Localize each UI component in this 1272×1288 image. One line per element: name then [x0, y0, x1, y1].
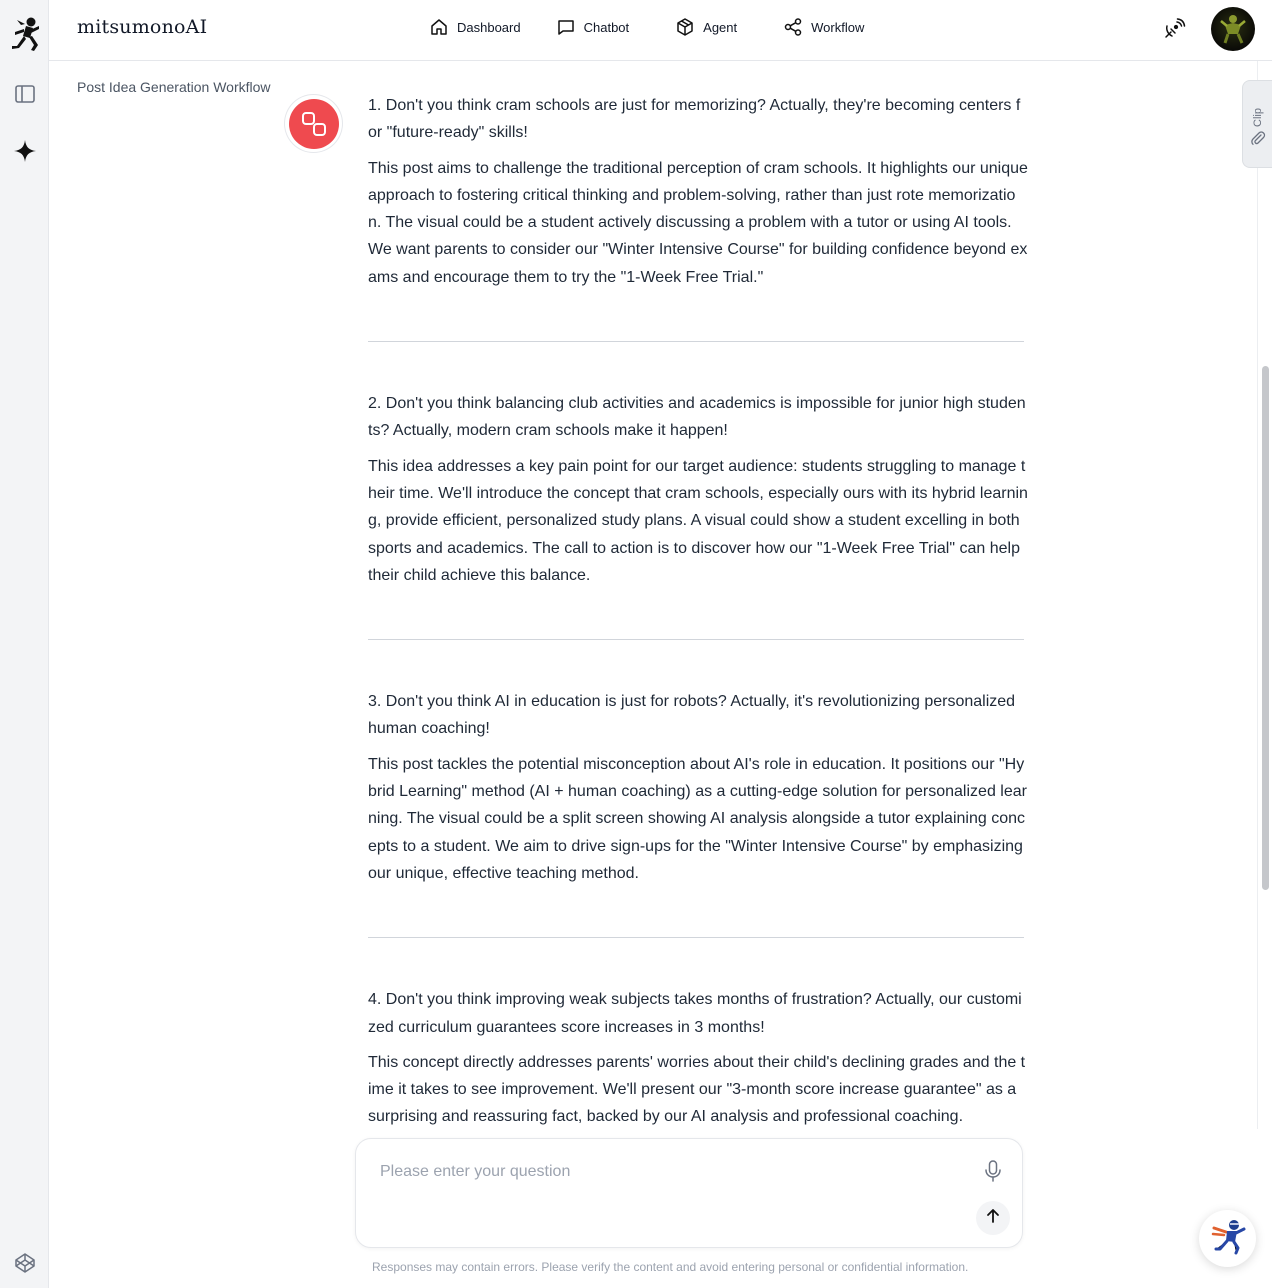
divider: [368, 341, 1024, 342]
clip-tab[interactable]: [1242, 80, 1272, 168]
sparkle-icon[interactable]: [12, 138, 38, 164]
nav-workflow-label: Workflow: [811, 19, 865, 35]
idea-body: This post aims to challenge the traditional perception of cram schools. It highlights our unique approach to fostering critical thinking and problem-solving, rather than just rote memorization. The visual could be a student actively discussing a problem with a tutor or using AI tools. We want parents to consider our "Winter Intensive Course" for building confidence beyond exams and encourage them to try the "1-Week Free Trial.": [368, 159, 1028, 286]
brand-name[interactable]: mitsumonoAI: [77, 16, 208, 38]
disclaimer-text: Responses may contain errors. Please verify the content and avoid entering personal or confidential information.: [372, 1260, 969, 1274]
idea-item: [368, 986, 1028, 1129]
scrollbar-thumb[interactable]: [1262, 366, 1269, 890]
broadcast-icon[interactable]: [1162, 17, 1186, 41]
idea-title: 4. Don't you think improving weak subjects takes months of frustration? Actually, our customized curriculum guarantees score increases in 3 months!: [368, 991, 1022, 1036]
cube-icon: [675, 17, 695, 37]
idea-title: 3. Don't you think AI in education is just for robots? Actually, it's revolutionizing personalized human coaching!: [368, 693, 1016, 738]
idea-item: [368, 390, 1028, 640]
send-button[interactable]: [976, 1201, 1010, 1235]
ninja-mascot-icon: [1208, 1216, 1248, 1261]
share-nodes-icon: [783, 17, 803, 37]
idea-body: This post tackles the potential misconception about AI's role in education. It positions our "Hybrid Learning" method (AI + human coaching) as a cutting-edge solution for personalized learning. The visual could be a split screen showing AI analysis alongside a tutor explaining concepts to a student. We aim to drive sign-ups for the "Winter Intensive Course" by emphasizing our unique, effective teaching method.: [368, 755, 1027, 882]
chat-bubble-icon: [556, 17, 576, 37]
nav-dashboard-label: Dashboard: [457, 19, 521, 35]
microphone-icon[interactable]: [982, 1159, 1004, 1183]
chat-message: [368, 92, 1028, 1129]
idea-body: This idea addresses a key pain point for our target audience: students struggling to manage their time. We'll introduce the concept that cram schools, especially ours with its hybrid learning, provide efficient, personalized study plans. A visual could show a student excelling in both sports and academics. The call to action is to discover how our "1-Week Free Trial" can help their child achieve this balance.: [368, 457, 1028, 584]
chat-composer: [355, 1138, 1023, 1248]
nav-agent[interactable]: [675, 17, 737, 37]
left-rail: [0, 0, 49, 1288]
main-nav: [429, 17, 864, 37]
arrow-up-icon: [984, 1207, 1002, 1230]
sidebar-toggle-icon[interactable]: [12, 81, 38, 107]
nav-workflow[interactable]: [783, 17, 864, 37]
nav-agent-label: Agent: [703, 19, 738, 35]
user-avatar[interactable]: [1211, 7, 1255, 51]
idea-item: [368, 92, 1028, 342]
assistant-fab-button[interactable]: [1199, 1210, 1256, 1267]
idea-title: 2. Don't you think balancing club activities and academics is impossible for junior high students? Actually, modern cram schools make it happen!: [368, 395, 1026, 440]
workflow-bot-icon: [289, 99, 339, 149]
idea-title: 1. Don't you think cram schools are just for memorizing? Actually, they're becoming centers for "future-ready" skills!: [368, 97, 1021, 142]
codepen-icon[interactable]: [12, 1250, 38, 1276]
paperclip-icon: [1250, 130, 1266, 151]
nav-chatbot-label: Chatbot: [583, 19, 630, 35]
idea-item: [368, 688, 1028, 938]
top-bar: [49, 0, 1272, 61]
divider: [368, 937, 1024, 938]
divider: [368, 639, 1024, 640]
question-input[interactable]: [380, 1159, 960, 1185]
nav-dashboard[interactable]: [429, 17, 521, 37]
clip-label: Clip: [1252, 108, 1264, 127]
idea-body: This concept directly addresses parents' worries about their child's declining grades and the time it takes to see improvement. We'll present our "3-month score increase guarantee" as a surprising and reassuring fact, backed by our AI analysis and professional coaching.: [368, 1053, 1026, 1126]
nav-chatbot[interactable]: [556, 17, 630, 37]
bot-avatar: [285, 95, 342, 152]
home-icon: [429, 17, 449, 37]
breadcrumb: Post Idea Generation Workflow: [77, 79, 271, 95]
ninja-logo-icon[interactable]: [9, 16, 41, 52]
